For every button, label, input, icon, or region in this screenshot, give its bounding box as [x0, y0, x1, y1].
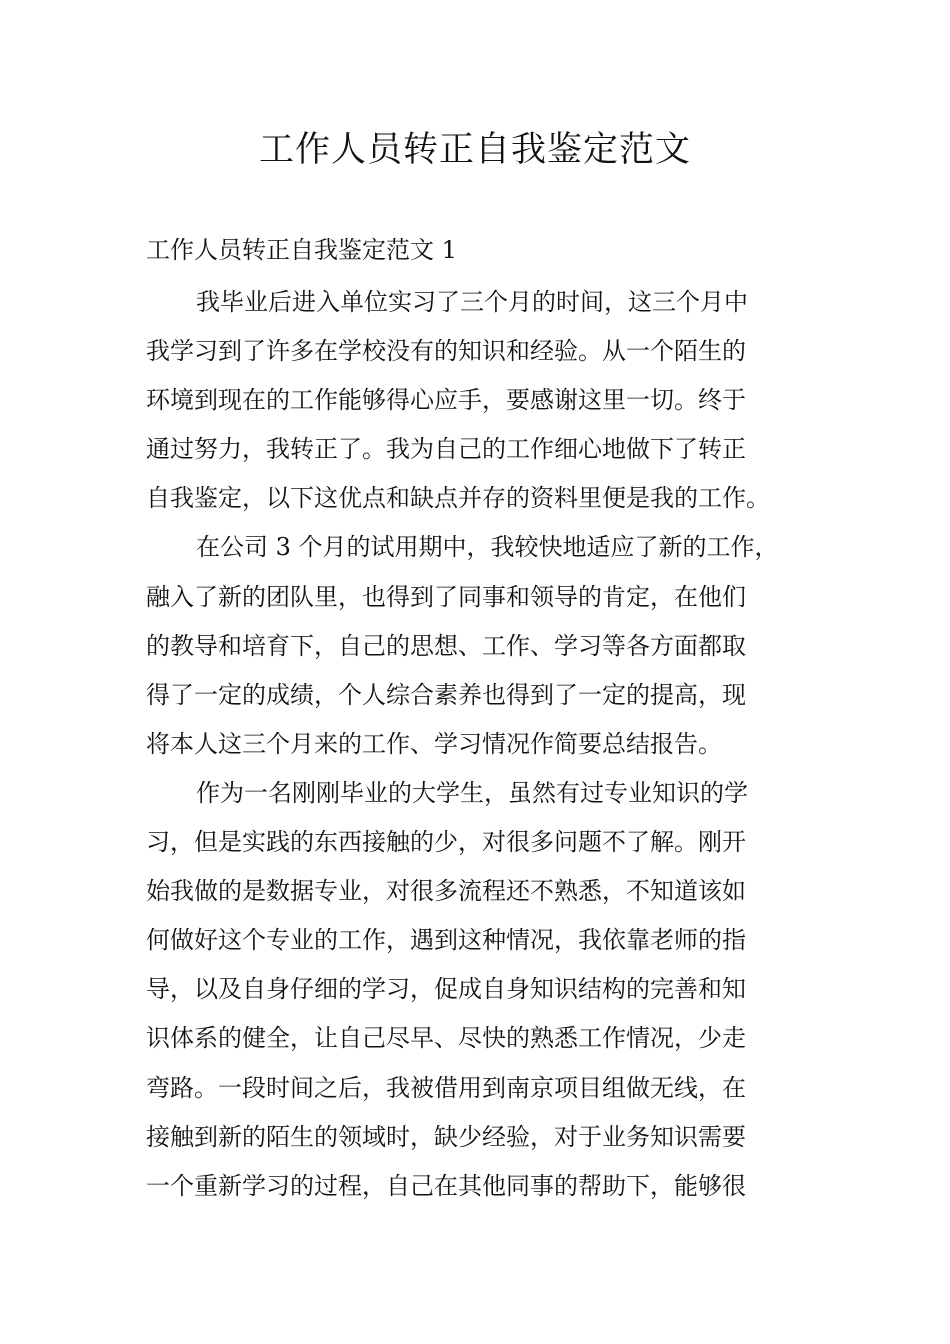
paragraph-line: 我学习到了许多在学校没有的知识和经验。从一个陌生的 [146, 337, 746, 366]
paragraph-line: 自我鉴定，以下这优点和缺点并存的资料里便是我的工作。 [146, 484, 770, 513]
section-heading: 工作人员转正自我鉴定范文 1 [146, 236, 457, 264]
paragraph-line: 作为一名刚刚毕业的大学生，虽然有过专业知识的学 [196, 778, 748, 807]
paragraph-line: 的教导和培育下，自己的思想、工作、学习等各方面都取 [146, 631, 746, 660]
paragraph-line: 一个重新学习的过程，自己在其他同事的帮助下，能够很 [146, 1171, 746, 1200]
paragraph-line: 我毕业后进入单位实习了三个月的时间，这三个月中 [196, 288, 748, 316]
paragraph-line: 融入了新的团队里，也得到了同事和领导的肯定，在他们 [146, 582, 746, 611]
document-title: 工作人员转正自我鉴定范文 [258, 130, 691, 170]
paragraph-line: 在公司 3 个月的试用期中，我较快地适应了新的工作， [196, 533, 779, 562]
paragraph-line: 导，以及自身仔细的学习，促成自身知识结构的完善和知 [146, 975, 746, 1004]
body-text [146, 278, 806, 1211]
paragraph-line: 始我做的是数据专业，对很多流程还不熟悉，不知道该如 [146, 877, 746, 906]
paragraph-line: 何做好这个专业的工作，遇到这种情况，我依靠老师的指 [146, 926, 746, 955]
paragraph-line: 接触到新的陌生的领域时，缺少经验，对于业务知识需要 [146, 1122, 746, 1151]
paragraph-line: 识体系的健全，让自己尽早、尽快的熟悉工作情况，少走 [146, 1024, 746, 1053]
paragraph-line: 环境到现在的工作能够得心应手，要感谢这里一切。终于 [146, 386, 746, 415]
paragraph-line: 得了一定的成绩，个人综合素养也得到了一定的提高，现 [146, 680, 746, 709]
paragraph-line: 习，但是实践的东西接触的少，对很多问题不了解。刚开 [146, 828, 746, 857]
paragraph-line: 弯路。一段时间之后，我被借用到南京项目组做无线，在 [146, 1073, 746, 1102]
paragraph-line: 将本人这三个月来的工作、学习情况作简要总结报告。 [146, 729, 722, 758]
paragraph-line: 通过努力，我转正了。我为自己的工作细心地做下了转正 [146, 435, 746, 464]
